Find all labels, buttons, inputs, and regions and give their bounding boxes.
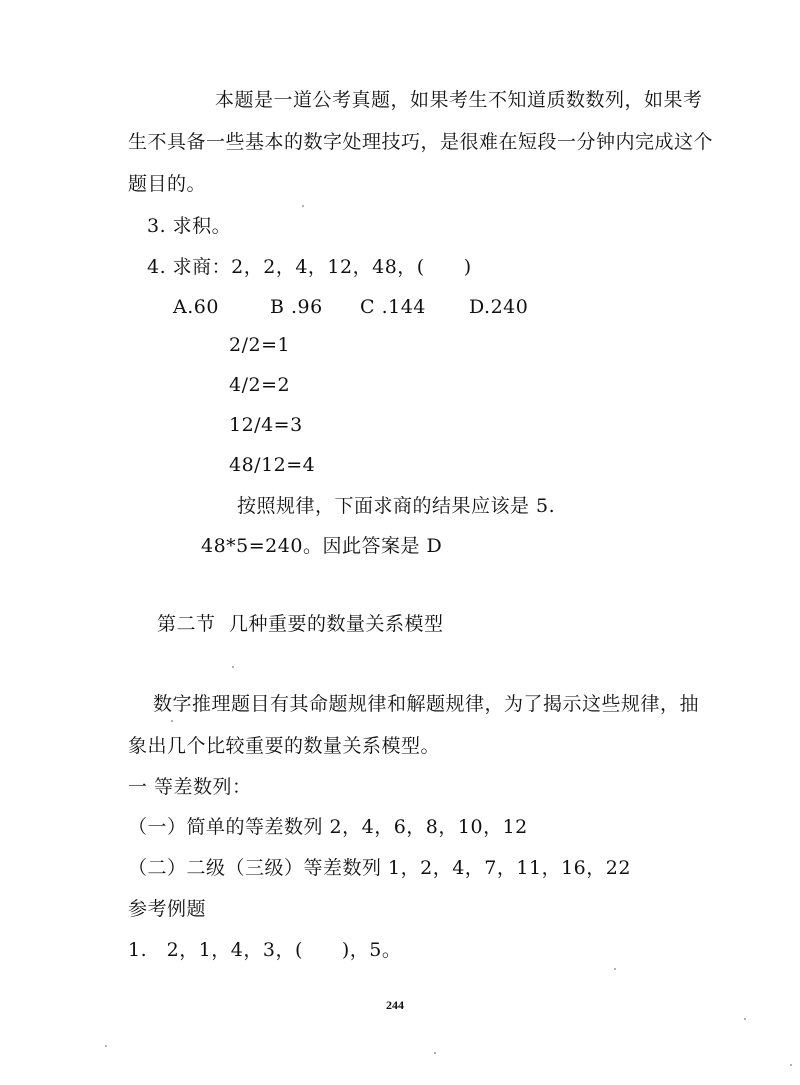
scan-speck [171, 720, 173, 722]
sub-item-2: （二）二级（三级）等差数列 1，2，4，7，11，16，22 [128, 857, 631, 879]
sub-item-1: （一）简单的等差数列 2，4，6，8，10，12 [128, 816, 528, 838]
option-d: D.240 [469, 296, 529, 318]
option-a: A.60 [173, 296, 219, 318]
scan-speck [105, 1045, 107, 1047]
scan-speck [614, 968, 616, 970]
intro-line-3: 题目的。 [128, 173, 207, 195]
scan-speck [434, 1052, 436, 1054]
page-number: 244 [386, 998, 404, 1012]
intro-line-2: 生不具备一些基本的数字处理技巧，是很难在短段一分钟内完成这个 [128, 131, 714, 153]
intro-line-1: 本题是一道公考真题，如果考生不知道质数数列，如果考 [215, 89, 703, 111]
calculation-2: 4/2=2 [229, 374, 291, 396]
scan-speck [790, 1064, 792, 1066]
item-3: 3. 求积。 [147, 215, 232, 237]
example-1: 1. 2，1，4，3，( )，5。 [128, 939, 402, 961]
section-title: 几种重要的数量关系模型 [229, 613, 444, 635]
scan-speck [232, 666, 234, 668]
calculation-4: 48/12=4 [229, 454, 316, 476]
heading-arithmetic-sequence: 一 等差数列： [128, 776, 252, 798]
option-b: B .96 [270, 296, 323, 318]
scan-speck [744, 1018, 746, 1020]
calculation-3: 12/4=3 [229, 414, 303, 436]
item-4: 4. 求商：2，2，4，12，48，( ) [147, 256, 472, 278]
answer-text: 48*5=240。因此答案是 D [201, 535, 443, 557]
paragraph-line-2: 象出几个比较重要的数量关系模型。 [128, 735, 441, 757]
section-number: 第二节 [157, 613, 216, 635]
scan-speck [302, 205, 304, 207]
paragraph-line-1: 数字推理题目有其命题规律和解题规律，为了揭示这些规律，抽 [153, 693, 700, 715]
reference-heading: 参考例题 [128, 898, 207, 920]
rule-text: 按照规律，下面求商的结果应该是 5. [237, 495, 556, 517]
calculation-1: 2/2=1 [229, 334, 291, 356]
option-c: C .144 [360, 296, 426, 318]
